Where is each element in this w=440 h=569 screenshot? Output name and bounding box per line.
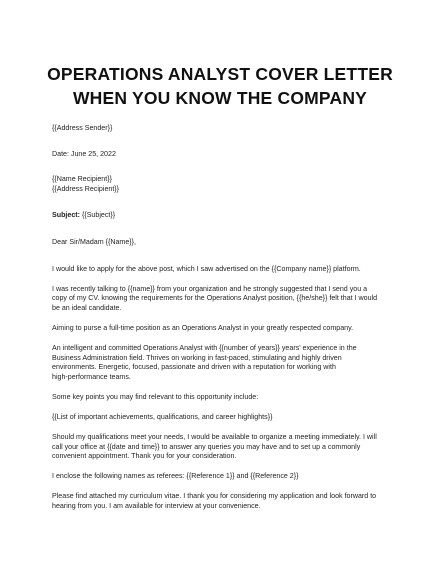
paragraph-2 bbox=[52, 285, 402, 314]
paragraph-line: I would like to apply for the above post, which I saw advertised on the {{Company name}} platform. bbox=[52, 264, 361, 273]
paragraph-line: Aiming to purse a full-time position as an Operations Analyst in your greatly respected company. bbox=[52, 323, 354, 332]
document-title bbox=[0, 62, 440, 110]
letter-date: Date: June 25, 2022 bbox=[52, 149, 116, 158]
subject-value: {{Subject}} bbox=[79, 211, 116, 220]
recipient-name: {{Name Recipient}} bbox=[52, 175, 112, 184]
paragraph-4 bbox=[52, 344, 402, 382]
paragraph-line: I enclose the following names as referees: {{Reference 1}} and {{Reference 2}} bbox=[52, 472, 299, 481]
paragraph-line: high-performance teams. bbox=[52, 372, 131, 381]
title-line-2: WHEN YOU KNOW THE COMPANY bbox=[72, 88, 368, 108]
paragraph-line: be an ideal candidate. bbox=[52, 303, 122, 312]
paragraph-line: {{List of important achievements, qualifications, and career highlights}} bbox=[52, 413, 273, 421]
paragraph-line: call your office at {{date and time}} to answer any queries you may have and to set up a commonly bbox=[52, 442, 361, 451]
letter-body bbox=[52, 124, 402, 512]
paragraph-3 bbox=[52, 324, 402, 334]
paragraph-line: Some key points you may find relevant to this opportunity include: bbox=[52, 392, 259, 401]
paragraph-6 bbox=[52, 413, 402, 423]
paragraph-line: An intelligent and committed Operations Analyst with {{number of years}} years' experience in the bbox=[52, 344, 357, 353]
paragraph-1 bbox=[52, 265, 402, 275]
sender-address: {{Address Sender}} bbox=[52, 124, 113, 132]
paragraph-9 bbox=[52, 492, 402, 511]
salutation: Dear Sir/Madam {{Name}}, bbox=[52, 237, 136, 246]
paragraph-8 bbox=[52, 472, 402, 482]
paragraph-line: I was recently talking to {{name}} from your organization and he strongly suggested that I send you a bbox=[52, 284, 368, 293]
paragraph-7 bbox=[52, 433, 402, 462]
subject-label: Subject: bbox=[52, 211, 80, 220]
paragraph-line: environments. Energetic, focused, passionate and driven with a reputation for working with bbox=[52, 363, 336, 372]
subject-line bbox=[52, 211, 402, 221]
paragraph-line: hearing from you. I am available for interview at your convenience. bbox=[52, 502, 261, 511]
paragraph-line: Should my qualifications meet your needs, I would be available to organize a meeting immediately. I will bbox=[52, 433, 377, 442]
recipient-address: {{Address Recipient}} bbox=[52, 184, 120, 193]
paragraph-line: convenient appointment. Thank you for your consideration. bbox=[52, 452, 237, 461]
paragraph-line: Please find attached my curriculum vitae. I thank you for considering my application and look forward to bbox=[52, 492, 377, 501]
paragraph-line: copy of my CV. knowing the requirements for the Operations Analyst position, {{he/she}} felt that I would bbox=[52, 294, 378, 303]
title-line-1: OPERATIONS ANALYST COVER LETTER bbox=[47, 64, 393, 84]
paragraph-5 bbox=[52, 393, 402, 403]
paragraph-line: Business Administration field. Thrives on working in fast-paced, stimulating and highly driven bbox=[52, 353, 342, 362]
